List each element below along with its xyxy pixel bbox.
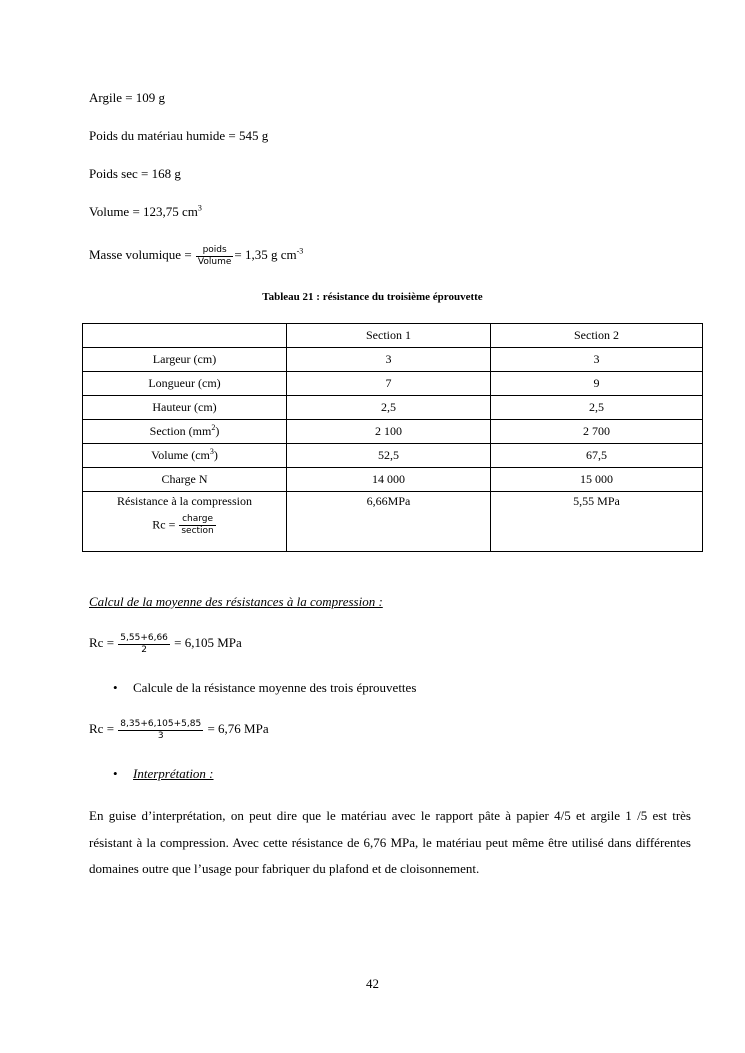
row-label-sup: 2 xyxy=(211,423,216,432)
rc-prefix: Rc = xyxy=(152,517,176,532)
masse-volumique-line xyxy=(89,241,303,269)
table-row-resistance xyxy=(83,492,703,552)
volume-line xyxy=(89,204,202,220)
bullet-icon: • xyxy=(113,680,118,695)
row-section-2-value: 67,5 xyxy=(491,444,703,468)
argile-line: Argile = 109 g xyxy=(89,90,166,105)
row-section-1-value: 2,5 xyxy=(287,396,491,420)
poids-sec-line: Poids sec = 168 g xyxy=(89,166,181,181)
table-row xyxy=(83,348,703,372)
rc2-denominator: 3 xyxy=(157,730,164,741)
rc-fraction xyxy=(179,514,215,537)
row-label-text: Section (mm xyxy=(149,424,212,438)
table-row xyxy=(83,372,703,396)
row-section-2-value: 3 xyxy=(491,348,703,372)
row-label xyxy=(83,420,287,444)
masse-exponent: -3 xyxy=(296,246,304,256)
resistance-table xyxy=(82,323,703,552)
row-section-1-value: 2 100 xyxy=(287,420,491,444)
masse-denominator: Volume xyxy=(197,256,232,267)
masse-result: = 1,35 g cm xyxy=(234,247,297,262)
volume-label: Volume = 123,75 cm xyxy=(89,204,198,219)
row-section-1-value: 3 xyxy=(287,348,491,372)
rc-numerator: charge xyxy=(179,514,215,526)
masse-fraction xyxy=(196,245,233,268)
rc-denominator: section xyxy=(181,526,214,536)
calc-heading: Calcul de la moyenne des résistances à la compression : xyxy=(89,594,383,609)
table-header-row xyxy=(83,324,703,348)
row-label-suffix: ) xyxy=(215,424,220,438)
table-row xyxy=(83,444,703,468)
header-empty xyxy=(83,324,287,348)
row-label xyxy=(83,444,287,468)
row-section-2-value: 2 700 xyxy=(491,420,703,444)
masse-label: Masse volumique = xyxy=(89,247,192,262)
row-label-suffix: ) xyxy=(213,448,218,462)
row-label-sup: 3 xyxy=(209,447,214,456)
row-section-1-value: 7 xyxy=(287,372,491,396)
row-section-2-value: 2,5 xyxy=(491,396,703,420)
row-label: Largeur (cm) xyxy=(83,348,287,372)
rc1-fraction xyxy=(118,633,170,656)
header-section-2: Section 2 xyxy=(491,324,703,348)
interpretation-paragraph: En guise d’interprétation, on peut dire que le matériau avec le rapport pâte à papier 4/5 et argile 1 /5 est très résistant à la compression. Avec cette résistance de 6,76 MPa, le matériau peut même être utilisé dans différentes domaines outre que l’usage pour fabriquer du plafond et de cloisonnement. xyxy=(89,808,691,876)
resistance-label: Résistance à la compression xyxy=(117,494,252,508)
row-label xyxy=(83,492,287,552)
interpretation-heading: Interprétation : xyxy=(133,766,214,781)
table-row xyxy=(83,468,703,492)
rc1-numerator: 5,55+6,66 xyxy=(120,632,168,643)
masse-numerator: poids xyxy=(196,245,233,257)
header-section-1: Section 1 xyxy=(287,324,491,348)
rc-average-line xyxy=(89,629,242,657)
rc1-denominator: 2 xyxy=(141,644,147,655)
row-label-text: Volume (cm xyxy=(151,448,210,462)
bullet-icon: • xyxy=(113,766,118,781)
table-caption: Tableau 21 : résistance du troisième éprouvette xyxy=(262,291,483,303)
poids-humide-line: Poids du matériau humide = 545 g xyxy=(89,128,269,143)
row-label: Hauteur (cm) xyxy=(83,396,287,420)
row-section-1-value: 14 000 xyxy=(287,468,491,492)
table-row xyxy=(83,396,703,420)
row-section-1-value: 6,66MPa xyxy=(287,492,491,552)
rc-formula xyxy=(83,514,286,537)
rc2-result: = 6,76 MPa xyxy=(207,721,269,736)
row-section-2-value: 15 000 xyxy=(491,468,703,492)
table-row xyxy=(83,420,703,444)
row-label: Charge N xyxy=(83,468,287,492)
volume-exponent: 3 xyxy=(197,203,202,213)
rc1-result: = 6,105 MPa xyxy=(174,635,242,650)
rc2-numerator: 8,35+6,105+5,85 xyxy=(120,718,202,729)
bullet-text-average: Calcule de la résistance moyenne des trois éprouvettes xyxy=(133,680,417,695)
rc2-fraction xyxy=(118,719,203,742)
rc-three-line xyxy=(89,715,269,743)
row-label: Longueur (cm) xyxy=(83,372,287,396)
row-section-2-value: 5,55 MPa xyxy=(491,492,703,552)
rc1-prefix: Rc = xyxy=(89,635,115,650)
page-number: 42 xyxy=(366,976,379,991)
rc2-prefix: Rc = xyxy=(89,721,115,736)
row-section-1-value: 52,5 xyxy=(287,444,491,468)
row-section-2-value: 9 xyxy=(491,372,703,396)
